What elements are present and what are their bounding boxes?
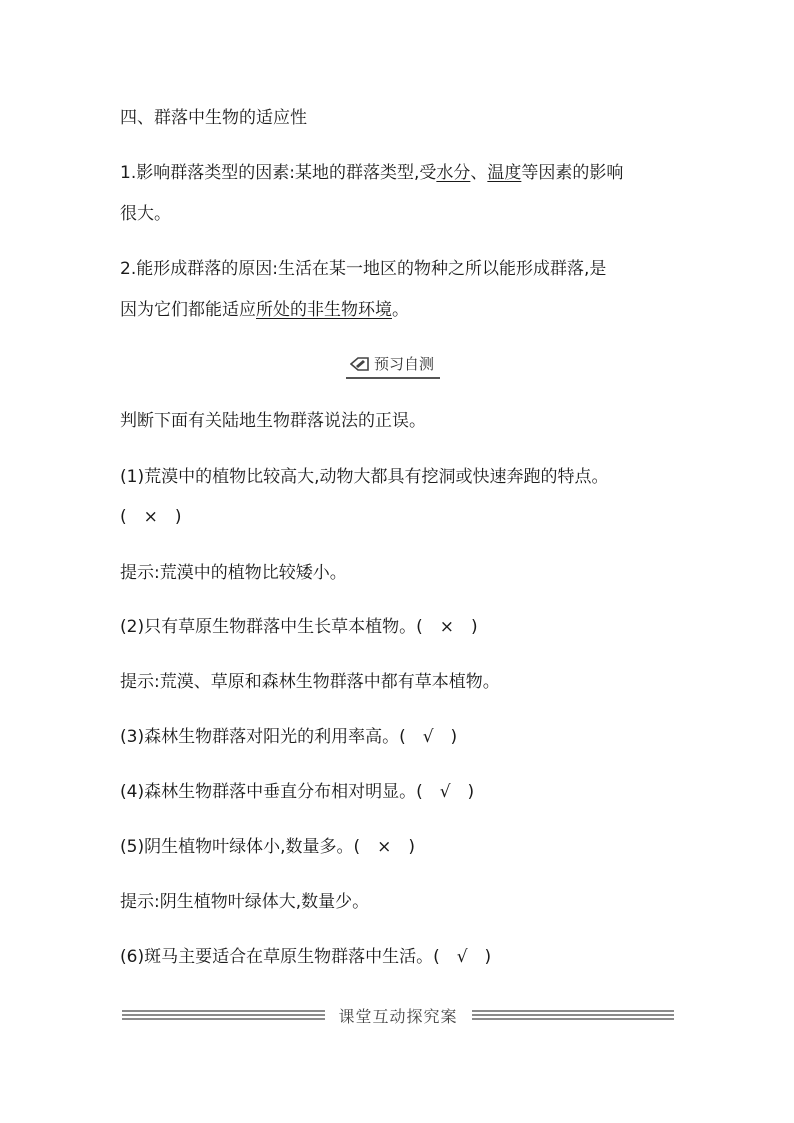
selftest-intro: 判断下面有关陆地生物群落说法的正误。 — [120, 411, 426, 431]
p1-text-c: 、 — [470, 163, 488, 183]
question-4: (4)森林生物群落中垂直分布相对明显。( √ ) — [120, 782, 475, 802]
question-2: (2)只有草原生物群落中生长草本植物。( × ) — [120, 617, 478, 637]
paragraph-2-line-2 — [120, 299, 680, 321]
question-1: (1)荒漠中的植物比较高大,动物大都具有挖洞或快速奔跑的特点。 — [120, 467, 609, 487]
divider-rule-right — [472, 1010, 675, 1020]
paragraph-1-line-1 — [120, 162, 680, 184]
preview-selftest-badge — [346, 351, 440, 379]
paragraph-1-line-2: 很大。 — [120, 204, 171, 224]
p1-text-e: 等因素的影响 — [521, 163, 624, 183]
divider-title: 课堂互动探究案 — [338, 1006, 458, 1026]
hint-1: 提示:荒漠中的植物比较矮小。 — [120, 563, 347, 583]
p2-text-b: 因为它们都能适应 — [120, 300, 256, 320]
pencil-icon — [350, 356, 370, 372]
question-6: (6)斑马主要适合在草原生物群落中生活。( √ ) — [120, 947, 492, 967]
badge-label: 预习自测 — [374, 355, 435, 373]
p2-text-d: 。 — [392, 300, 409, 320]
p1-keyword-water: 水分 — [436, 163, 471, 183]
divider-rule-left — [122, 1010, 325, 1020]
hint-2: 提示:荒漠、草原和森林生物群落中都有草本植物。 — [120, 672, 500, 692]
section-heading: 四、群落中生物的适应性 — [120, 108, 307, 128]
section-divider — [122, 1002, 674, 1028]
paragraph-2-line-1: 2.能形成群落的原因:生活在某一地区的物种之所以能形成群落,是 — [120, 259, 607, 279]
question-5: (5)阴生植物叶绿体小,数量多。( × ) — [120, 837, 415, 857]
p1-text-a: 1.影响群落类型的因素:某地的群落类型,受 — [120, 163, 437, 183]
question-1-answer: ( × ) — [120, 507, 182, 527]
question-3: (3)森林生物群落对阳光的利用率高。( √ ) — [120, 727, 458, 747]
p1-keyword-temperature: 温度 — [487, 163, 522, 183]
hint-5: 提示:阴生植物叶绿体大,数量少。 — [120, 892, 370, 912]
p2-keyword-environment: 所处的非生物环境 — [256, 300, 392, 320]
